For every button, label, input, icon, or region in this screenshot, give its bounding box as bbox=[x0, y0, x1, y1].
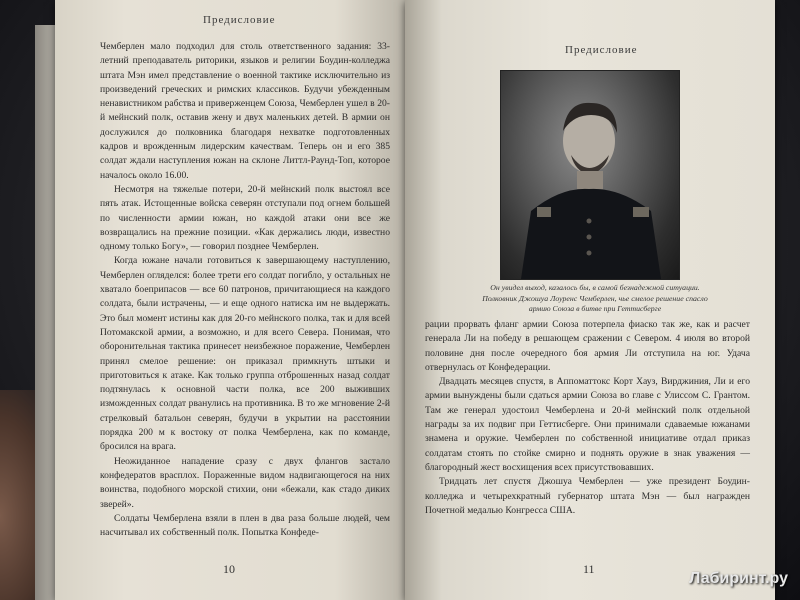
left-paragraph: Когда южане начали готовиться к завершающему наступлению, Чемберлен огляделся: более трети его солдат погибло, у остальных не хватало боеприпасов — все 60 патронов, причитающиеся на каждого солдата, были истрачены, — и еще одного натиска им не выдержать. Это был момент истины как для 20-го мейнского полка, так и для всей Потомакской армии, а возможно, и для всего Севера. Понимая, что оборонительная тактика принесет неизбежное поражение, Чемберлен принял смелое решение: он приказал примкнуть штыки и приготовиться к атаке. Как только группа отброшенных назад солдат подтянулась к основной части полка, все 200 выживших изможденных солдат рванулись на противника. В то же мгновение 2-й стрелковый батальон северян, будучи в укрытии на расстоянии порядка 200 м к востоку от полка Чемберлена, как по команде, бросился на врага. bbox=[100, 255, 390, 453]
right-paragraph: рации прорвать фланг армии Союза потерпела фиаско так же, как и расчет генерала Ли на победу в решающем сражении с Севером. 4 июля во второй половине дня после очередного боя армия Ли отступила на юг. Удача отвернулась от Конфедерации. bbox=[425, 319, 750, 373]
right-running-header: Предисловие bbox=[565, 44, 638, 56]
watermark-logo: Лабиринт.ру bbox=[689, 570, 788, 587]
left-page bbox=[55, 0, 405, 600]
left-body-text bbox=[100, 40, 390, 540]
left-paragraph: Чемберлен мало подходил для столь ответственного задания: 33-летний преподаватель риторики, языков и религии Боудин-колледжа штата Мэн имел представление о военной тактике исключительно из произведений греческих и римских классиков. Будучи убежденным ненавистником рабства и приверженцем Союза, Чемберлен ушел в 20-й мейнский полк, оставив жену и двух маленьких детей. В армии он дослужился до полковника благодаря нехватке подготовленных кадров и врожденным лидерским качествам. Теперь он и его 385 солдат ждали наступления южан на склоне Литтл-Раунд-Топ, которое началось около 16.00. bbox=[100, 41, 390, 181]
left-paragraph: Солдаты Чемберлена взяли в плен в два раза больше людей, чем насчитывал их собственный полк. Попытка Конфеде- bbox=[100, 512, 390, 539]
right-page bbox=[405, 0, 775, 600]
left-paragraph: Неожиданное нападение сразу с двух флангов застало конфедератов врасплох. Пораженные видом надвигающегося на них воинства, подобного морской стихии, они «бежали, как стадо диких зверей». bbox=[100, 455, 390, 510]
right-body-text bbox=[425, 318, 750, 518]
right-page-number: 11 bbox=[583, 562, 595, 576]
photo-caption: Он увидел выход, казалось бы, в самой безнадежной ситуации. Полковник Джошуа Лоуренс Чемберлен, чье смелое решение спасло армию Союза в битве при Геттисберге bbox=[482, 283, 708, 313]
portrait-photo bbox=[500, 70, 680, 280]
right-paragraph: Двадцать месяцев спустя, в Аппоматтокс Корт Хауз, Вирджиния, Ли и его армии вынуждены были сдаться армии Союза во главе с Улиссом С. Грантом. Там же генерал удостоил Чемберлена и 20-й мейнский полк отдельной награды за их подвиг при Геттисберге. Они принимали сдаваемые южанами знамена и оружие. Чемберлен по собственной инициативе отдал приказ солдатам стоять по стойке смирно и поднять оружие в знак уважения — благородный жест восхищения всех присутствовавших. bbox=[425, 376, 750, 473]
right-paragraph: Тридцать лет спустя Джошуа Чемберлен — уже президент Боудин-колледжа и четырехкратный губернатор штата Мэн — был награжден Почетной медалью Конгресса США. bbox=[425, 476, 750, 516]
left-running-header: Предисловие bbox=[203, 14, 276, 26]
left-paragraph: Несмотря на тяжелые потери, 20-й мейнский полк выстоял все пять атак. Истощенные войска северян отступали под огнем большей по численности армии южан, но каждой атаки они все же возвращались на прежние позиции. «Как держались люди, известно одному только Богу», — говорил позднее Чемберлен. bbox=[100, 183, 390, 253]
left-page-number: 10 bbox=[223, 562, 235, 576]
portrait-figure-icon bbox=[501, 71, 679, 279]
